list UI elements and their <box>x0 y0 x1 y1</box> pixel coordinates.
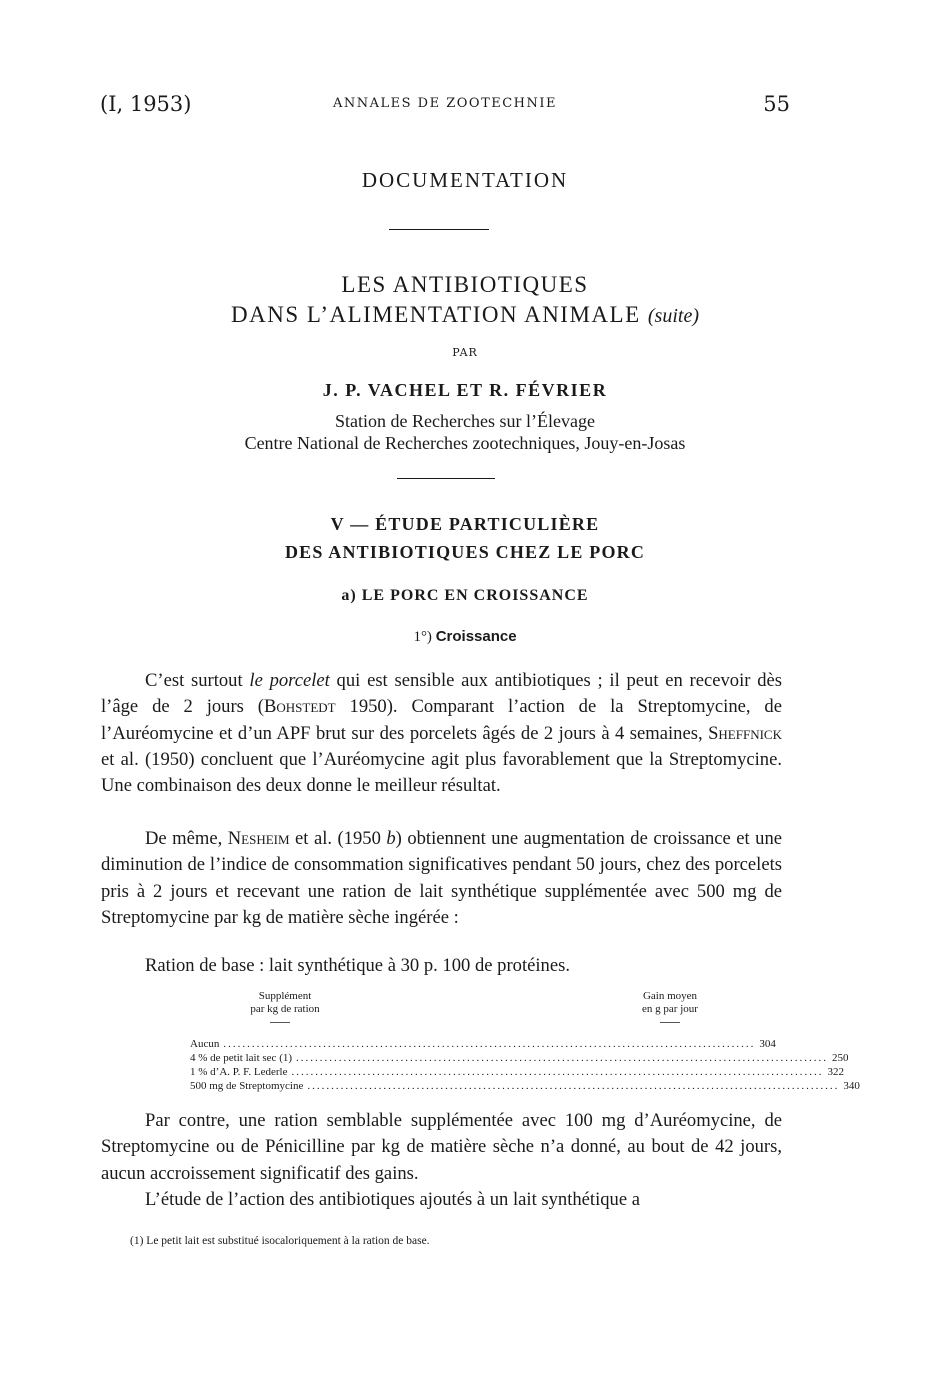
paragraph-1 <box>101 668 782 799</box>
author-rule <box>397 478 495 479</box>
p1-italic-1: le porcelet <box>249 670 330 691</box>
volume-year: (I, 1953) <box>100 92 192 116</box>
paragraph-4-text: L’étude de l’action des antibiotiques ajoutés à un lait synthétique a <box>145 1188 641 1210</box>
article-title-suffix: (suite) <box>647 305 699 327</box>
table-row-value: 250 <box>832 1052 849 1064</box>
table-row-leader: ................................................................................................................ <box>223 1038 756 1050</box>
p2-text-2: et al. (1950 <box>289 828 387 849</box>
p2-text-1: De même, <box>145 828 228 849</box>
section-title: DOCUMENTATION <box>361 168 569 192</box>
p1-text-3: 1950). Comparant l’action de la Streptomycine, de l’Auréomycine et d’un APF brut sur des porcelets âgés de 2 jours à 4 semaines, <box>101 696 782 744</box>
affiliation-line1: Station de Recherches sur l’Élevage <box>335 411 595 431</box>
table-row <box>190 1052 849 1065</box>
running-head <box>100 92 790 120</box>
table-header-gain <box>610 990 730 1016</box>
table-row-label: 500 mg de Streptomycine <box>190 1080 304 1092</box>
article-title <box>0 270 930 331</box>
p1-text-4: et al. (1950) concluent que l’Auréomycine agit plus favorablement que la Streptomycine. Une combinaison des deux donne le meilleur résultat. <box>101 748 782 797</box>
affiliation <box>0 410 930 454</box>
table-row-leader: ................................................................................................................ <box>307 1080 840 1092</box>
ration-line: Ration de base : lait synthétique à 30 p. 100 de protéines. <box>145 955 570 976</box>
table-row-value: 340 <box>843 1080 860 1092</box>
p2-text-3: ) obtiennent une augmentation de croissance et une diminution de l’indice de consommation significatives pendant 50 jours, chez des porcelets pris à 2 jours et recevant une ration de lait synthétique supplémentée avec 500 mg de Streptomycine par kg de matière sèche ingérée : <box>101 828 782 928</box>
p2-citation-1: Nesheim <box>227 828 290 849</box>
footnote-mark: (1) <box>130 1235 144 1247</box>
p2-italic-1: b <box>386 828 396 849</box>
paragraph-3-text: Par contre, une ration semblable supplémentée avec 100 mg d’Auréomycine, de Streptomycine ou de Pénicilline par kg de matière sèche n’a donné, au bout de 42 jours, aucun accroissement significatif des gains. <box>101 1110 782 1184</box>
table-row-leader: ................................................................................................................ <box>296 1052 829 1064</box>
table-header-supplement <box>190 990 380 1016</box>
table-dash-left <box>270 1022 290 1023</box>
p1-citation-1: Bohstedt <box>264 696 336 718</box>
subsubsection-title: Croissance <box>435 628 517 645</box>
paragraph-2 <box>101 826 782 931</box>
table-row-value: 304 <box>759 1038 776 1050</box>
p1-citation-2: Sheffnick <box>708 722 782 744</box>
paragraph-3 <box>101 1108 782 1213</box>
table-header-left-1: Supplément <box>258 990 312 1002</box>
footnote-text: Le petit lait est substitué isocaloriquement à la ration de base. <box>146 1235 430 1247</box>
table-row-label: Aucun <box>190 1038 220 1050</box>
chapter-line1: V — ÉTUDE PARTICULIÈRE <box>330 514 600 534</box>
subsubsection-number: 1°) <box>413 629 432 645</box>
subsection-heading: a) LE PORC EN CROISSANCE <box>341 587 589 604</box>
table-header-left-2: par kg de ration <box>250 1003 320 1015</box>
footnote <box>130 1235 430 1247</box>
table-dash-right <box>660 1022 680 1023</box>
authors: J. P. VACHEL ET R. FÉVRIER <box>322 380 608 400</box>
table-row <box>190 1038 776 1051</box>
article-title-line1: LES ANTIBIOTIQUES <box>341 272 589 297</box>
table-row <box>190 1080 860 1093</box>
page-number: 55 <box>763 92 790 116</box>
title-rule <box>389 229 489 230</box>
subsubsection-heading <box>0 628 930 646</box>
table-header-right-2: en g par jour <box>642 1003 698 1015</box>
table-header-right-1: Gain moyen <box>642 990 698 1002</box>
p1-text-1: C’est surtout <box>145 670 250 691</box>
chapter-line2: DES ANTIBIOTIQUES CHEZ LE PORC <box>284 542 646 562</box>
table-row-label: 4 % de petit lait sec (1) <box>190 1052 293 1064</box>
by-line: PAR <box>452 346 478 359</box>
p1-text-2: qui est sensible aux antibiotiques ; il peut en recevoir dès l’âge de 2 jours ( <box>101 670 782 718</box>
journal-name: ANNALES DE ZOOTECHNIE <box>332 96 558 111</box>
table-row-value: 322 <box>827 1066 844 1078</box>
article-title-line2-text: DANS L’ALIMENTATION ANIMALE <box>231 302 641 327</box>
table-row <box>190 1066 844 1079</box>
table-row-label: 1 % d’A. P. F. Lederle <box>190 1066 288 1078</box>
article-title-line2 <box>0 300 930 331</box>
table-row-leader: ................................................................................................................ <box>291 1066 824 1078</box>
affiliation-line2: Centre National de Recherches zootechniques, Jouy-en-Josas <box>244 433 686 453</box>
chapter-heading <box>0 510 930 566</box>
